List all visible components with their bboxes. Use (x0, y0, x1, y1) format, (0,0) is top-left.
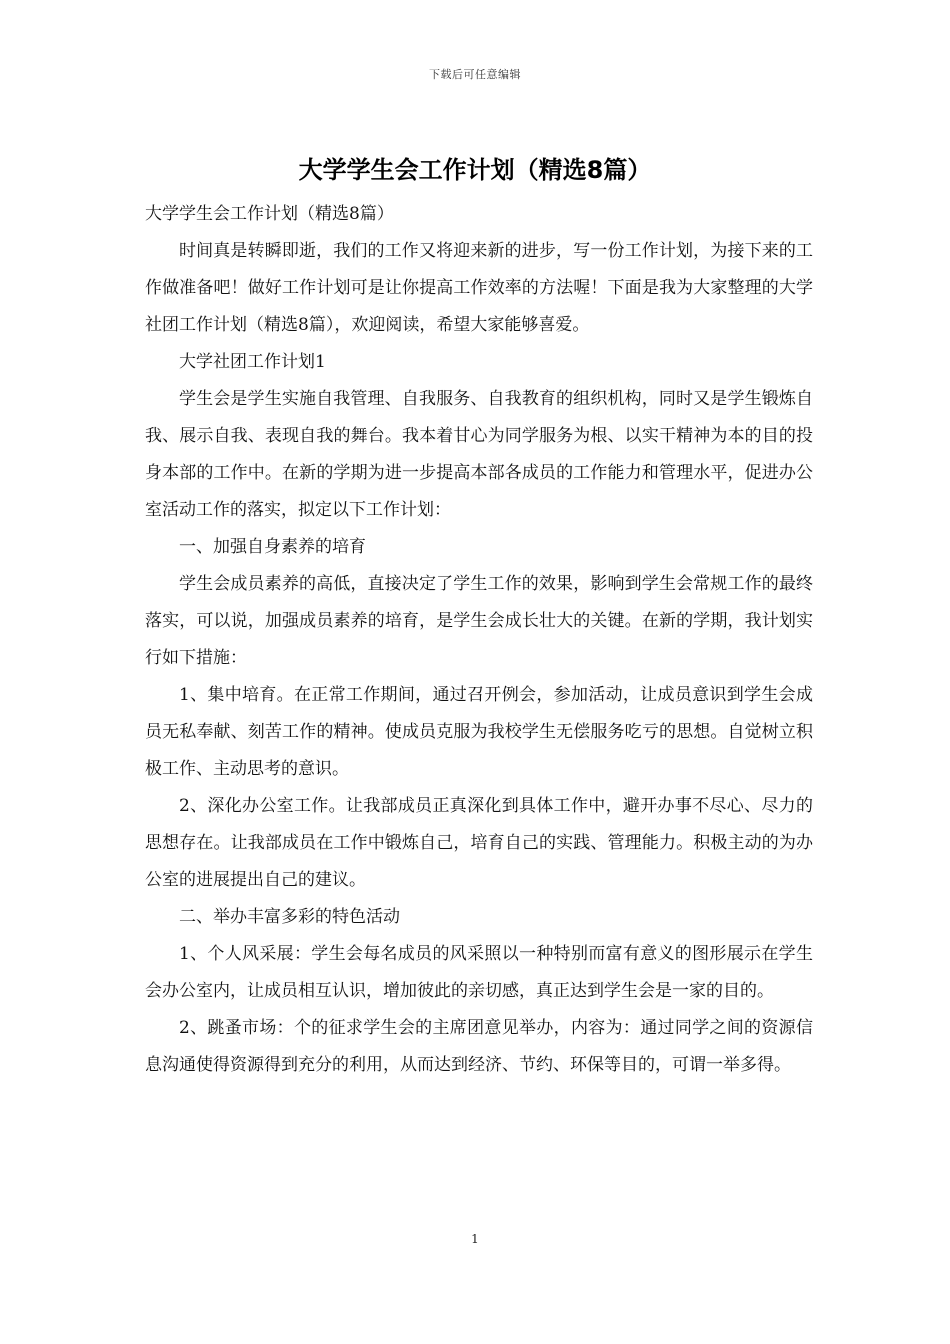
list-item-2: 2、跳蚤市场：个的征求学生会的主席团意见举办，内容为：通过同学之间的资源信息沟通使得资源得到充分的利用，从而达到经济、节约、环保等目的，可谓一举多得。 (145, 1018, 813, 1075)
section-heading-1: 一、加强自身素养的培育 (179, 537, 366, 557)
page-number: 1 (471, 1232, 479, 1246)
document-title: 大学学生会工作计划（精选8篇） (298, 156, 652, 184)
header-note: 下载后可任意编辑 (429, 68, 521, 81)
section-heading-2: 二、举办丰富多彩的特色活动 (179, 907, 400, 927)
subtitle-paragraph: 大学学生会工作计划（精选8篇） (145, 204, 394, 224)
body-paragraph: 学生会是学生实施自我管理、自我服务、自我教育的组织机构，同时又是学生锻炼自我、展示自我、表现自我的舞台。我本着甘心为同学服务为根、以实干精神为本的目的投身本部的工作中。在新的学期为进一步提高本部各成员的工作能力和管理水平，促进办公室活动工作的落实，拟定以下工作计划： (145, 389, 813, 520)
document-body (145, 196, 813, 1084)
list-item-1: 1、个人风采展：学生会每名成员的风采照以一种特别而富有意义的图形展示在学生会办公室内，让成员相互认识，增加彼此的亲切感，真正达到学生会是一家的目的。 (145, 944, 813, 1001)
section-heading-plan-1: 大学社团工作计划1 (179, 352, 326, 372)
intro-paragraph: 时间真是转瞬即逝，我们的工作又将迎来新的进步，写一份工作计划，为接下来的工作做准备吧！做好工作计划可是让你提高工作效率的方法喔！下面是我为大家整理的大学社团工作计划（精选8篇），欢迎阅读，希望大家能够喜爱。 (145, 241, 813, 335)
list-item-1: 1、集中培育。在正常工作期间，通过召开例会，参加活动，让成员意识到学生会成员无私奉献、刻苦工作的精神。使成员克服为我校学生无偿服务吃亏的思想。自觉树立积极工作、主动思考的意识。 (145, 685, 813, 779)
list-item-2: 2、深化办公室工作。让我部成员正真深化到具体工作中，避开办事不尽心、尽力的思想存在。让我部成员在工作中锻炼自己，培育自己的实践、管理能力。积极主动的为办公室的进展提出自己的建议。 (145, 796, 813, 890)
body-paragraph: 学生会成员素养的高低，直接决定了学生工作的效果，影响到学生会常规工作的最终落实，可以说，加强成员素养的培育，是学生会成长壮大的关键。在新的学期，我计划实行如下措施： (145, 574, 813, 668)
